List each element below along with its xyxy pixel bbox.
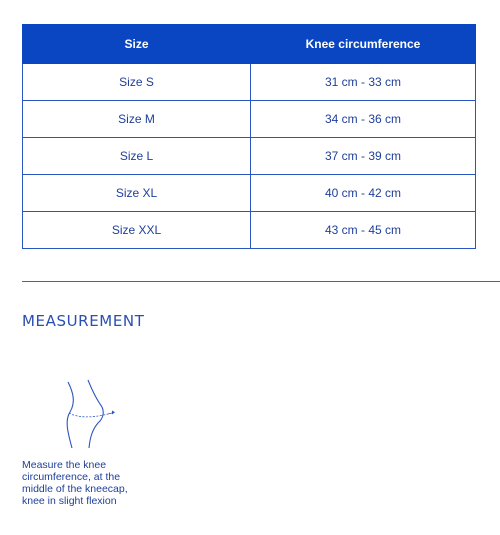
table-row bbox=[23, 212, 476, 249]
size-cell: Size S bbox=[23, 64, 251, 101]
table-row bbox=[23, 101, 476, 138]
measurement-instruction: Measure the knee circumference, at the middle of the kneecap, knee in slight flexion bbox=[22, 459, 128, 507]
table-row bbox=[23, 64, 476, 101]
size-chart-table bbox=[22, 24, 476, 249]
size-cell: Size L bbox=[23, 138, 251, 175]
knee-measurement-icon bbox=[58, 378, 128, 450]
circumference-cell: 37 cm - 39 cm bbox=[251, 138, 476, 175]
header-knee-circumference: Knee circumference bbox=[251, 25, 476, 64]
measurement-title: MEASUREMENT bbox=[22, 312, 145, 330]
size-cell: Size XL bbox=[23, 175, 251, 212]
size-cell: Size M bbox=[23, 101, 251, 138]
circumference-cell: 34 cm - 36 cm bbox=[251, 101, 476, 138]
circumference-cell: 31 cm - 33 cm bbox=[251, 64, 476, 101]
circumference-cell: 40 cm - 42 cm bbox=[251, 175, 476, 212]
size-cell: Size XXL bbox=[23, 212, 251, 249]
header-size: Size bbox=[23, 25, 251, 64]
circumference-cell: 43 cm - 45 cm bbox=[251, 212, 476, 249]
table-header-row bbox=[23, 25, 476, 64]
section-divider bbox=[22, 281, 500, 282]
table-row bbox=[23, 175, 476, 212]
table-row bbox=[23, 138, 476, 175]
